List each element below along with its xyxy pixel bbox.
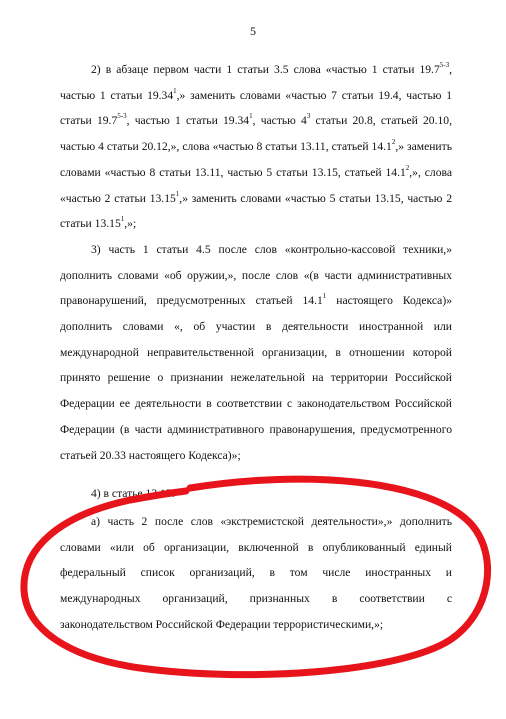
text-run: 4) в статье 13.15: — [91, 487, 175, 501]
text-run: , частью 1 статьи 19.34 — [60, 63, 452, 102]
superscript: 1 — [322, 292, 327, 301]
text-run: , частью 4 — [252, 114, 307, 128]
superscript: 1 — [120, 215, 125, 224]
text-run: 3) часть 1 статьи 4.5 после слов «контрольно-кассовой техники,» дополнить словами «об оружии,», после слов «(в части административных правонарушений, предусмотренных статьей 14.1 — [60, 242, 452, 308]
paragraph-item-3 — [60, 237, 452, 468]
superscript: 3 — [306, 112, 311, 121]
superscript: 5-3 — [117, 112, 127, 121]
text-run: , частью 1 статьи 19.34 — [126, 114, 250, 128]
text-run: ,» заменить словами «частью 8 статьи 13.11, частью 5 статьи 13.15, статьей 14.1 — [60, 140, 452, 179]
paragraph-item-4 — [60, 481, 452, 507]
page-number: 5 — [250, 24, 256, 38]
superscript: 2 — [391, 138, 396, 147]
text-run: 2) в абзаце первом части 1 статьи 3.5 слова «частью 1 статьи 19.7 — [91, 63, 440, 76]
text-run: настоящего Кодекса)» дополнить словами «, об участии в деятельности иностранной или международной неправительственной организации, в отношении которой принято решение о признании нежелательной на территории Российской Федерации ее деятельности в соответствии с законодательством Российской Федерации (в части административного правонарушения, предусмотренного статьей 20.33 настоящего Кодекса)»; — [60, 294, 452, 462]
text-run: а) часть 2 после слов «экстремистской деятельности»,» дополнить словами «или об организации, включенной в опубликованный единый федеральный список организаций, в том числе иностранных и международных организаций, признанных в соответствии с законодательством Российской Федерации террористическими,»; — [60, 514, 452, 631]
paragraph-item-2 — [60, 57, 452, 237]
paragraph-item-4a — [60, 509, 452, 638]
text-run: ,» заменить словами «частью 5 статьи 13.15, частью 2 статьи 13.15 — [60, 191, 453, 231]
text-run: статьи 20.8, статьей 20.10, частью 4 статьи 20.12,», слова «частью 8 статьи 13.11, статьей 14.1 — [60, 114, 452, 154]
text-run: ,» заменить словами «частью 7 статьи 19.4, частью 1 статьи 19.7 — [60, 88, 452, 128]
document-body — [60, 57, 452, 637]
superscript: 1 — [175, 189, 180, 198]
superscript: 5-3 — [439, 61, 450, 69]
superscript: 1 — [173, 86, 177, 95]
text-run: ,»; — [124, 217, 137, 231]
superscript: 1 — [249, 112, 253, 121]
text-run: ,», слова «частью 2 статьи 13.15 — [60, 165, 452, 205]
superscript: 2 — [405, 163, 410, 172]
